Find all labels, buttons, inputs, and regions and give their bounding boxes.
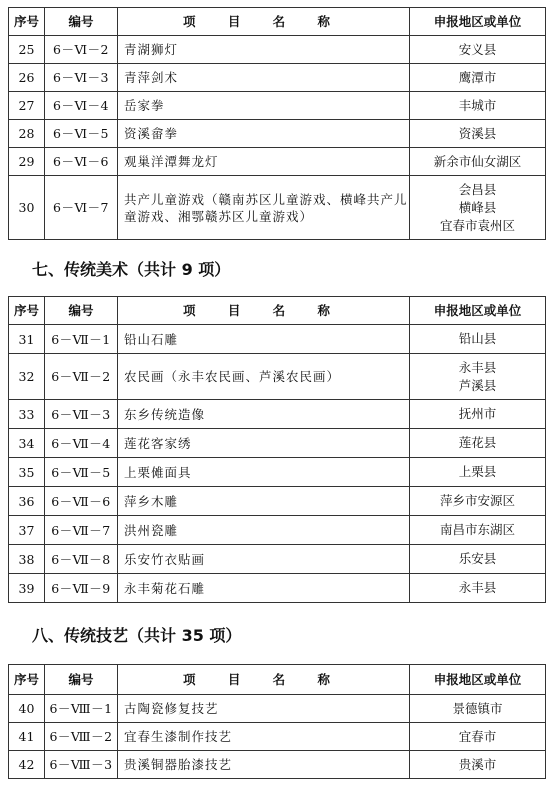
region-line: 铅山县 [458,331,497,346]
cell-code: 6－Ⅶ－7 [45,516,118,545]
cell-region [410,92,546,120]
header-region: 申报地区或单位 [410,665,546,695]
region-line: 横峰县 [458,199,497,215]
region-line: 宜春市 [458,728,497,744]
section-title-traditional-craft: 八、传统技艺（共计 35 项） [32,626,242,645]
region-line: 乐安县 [458,551,497,566]
cell-num: 38 [9,545,45,574]
cell-code: 6－Ⅵ－7 [45,176,118,240]
region-line: 鹰潭市 [458,69,497,85]
cell-region [410,695,546,723]
heritage-table-1 [8,7,546,240]
table-row [9,120,546,148]
cell-name: 萍乡木雕 [118,487,410,516]
region-line: 资溪县 [458,125,497,141]
region-line: 抚州市 [458,406,497,421]
region-line: 上栗县 [458,464,497,479]
table-row [9,176,546,240]
heritage-table-3 [8,664,546,779]
cell-region [410,751,546,779]
table-row [9,723,546,751]
region-line: 会昌县 [458,181,497,197]
cell-num: 31 [9,325,45,354]
cell-code: 6－Ⅷ－1 [45,695,118,723]
cell-num: 35 [9,458,45,487]
table-row [9,92,546,120]
cell-name: 永丰菊花石雕 [118,574,410,603]
cell-code: 6－Ⅶ－4 [45,429,118,458]
cell-name: 上栗傩面具 [118,458,410,487]
cell-name: 农民画（永丰农民画、芦溪农民画） [118,354,410,400]
cell-name: 宜春生漆制作技艺 [118,723,410,751]
cell-name: 洪州瓷雕 [118,516,410,545]
cell-num: 36 [9,487,45,516]
table-row [9,695,546,723]
cell-num: 42 [9,751,45,779]
cell-code: 6－Ⅵ－4 [45,92,118,120]
cell-num: 33 [9,400,45,429]
cell-code: 6－Ⅶ－5 [45,458,118,487]
region-line: 新余市仙女湖区 [433,153,522,169]
cell-code: 6－Ⅵ－6 [45,148,118,176]
region-line: 宜春市袁州区 [439,217,515,233]
table-row [9,751,546,779]
cell-name: 东乡传统造像 [118,400,410,429]
cell-region [410,325,546,354]
cell-code: 6－Ⅶ－2 [45,354,118,400]
cell-region [410,120,546,148]
cell-code: 6－Ⅵ－2 [45,36,118,64]
cell-name: 铅山石雕 [118,325,410,354]
region-line: 安义县 [458,41,497,57]
header-code: 编号 [45,665,118,695]
table-row [9,458,546,487]
header-region: 申报地区或单位 [410,297,546,325]
cell-num: 29 [9,148,45,176]
cell-code: 6－Ⅷ－3 [45,751,118,779]
table-row [9,325,546,354]
cell-region [410,723,546,751]
cell-code: 6－Ⅶ－9 [45,574,118,603]
table-row [9,400,546,429]
cell-name: 莲花客家绣 [118,429,410,458]
cell-name: 古陶瓷修复技艺 [118,695,410,723]
cell-region [410,354,546,400]
region-line: 莲花县 [458,435,497,450]
table-row [9,354,546,400]
cell-code: 6－Ⅶ－8 [45,545,118,574]
region-line: 萍乡市安源区 [439,493,515,508]
cell-code: 6－Ⅶ－1 [45,325,118,354]
table-row [9,516,546,545]
cell-num: 25 [9,36,45,64]
cell-num: 26 [9,64,45,92]
region-line: 永丰县 [458,580,497,595]
table-row [9,148,546,176]
region-line: 永丰县 [458,359,497,375]
section-title-traditional-art: 七、传统美术（共计 9 项） [32,260,231,279]
header-name: 项 目 名 称 [118,297,410,325]
cell-num: 28 [9,120,45,148]
cell-region [410,545,546,574]
cell-code: 6－Ⅵ－3 [45,64,118,92]
cell-num: 30 [9,176,45,240]
region-line: 芦溪县 [458,377,497,393]
header-name: 项 目 名 称 [118,665,410,695]
cell-name: 青萍剑术 [118,64,410,92]
table-row [9,429,546,458]
cell-num: 27 [9,92,45,120]
cell-num: 40 [9,695,45,723]
region-line: 丰城市 [458,97,497,113]
cell-region [410,574,546,603]
cell-region [410,487,546,516]
cell-region [410,429,546,458]
cell-region [410,36,546,64]
header-code: 编号 [45,297,118,325]
region-line: 景德镇市 [452,700,503,716]
cell-num: 41 [9,723,45,751]
cell-name: 观巢洋潭舞龙灯 [118,148,410,176]
cell-num: 39 [9,574,45,603]
cell-num: 34 [9,429,45,458]
region-line: 贵溪市 [458,756,497,772]
cell-name: 乐安竹衣贴画 [118,545,410,574]
cell-name: 岳家拳 [118,92,410,120]
table-row [9,487,546,516]
header-num: 序号 [9,8,45,36]
table-row [9,545,546,574]
cell-name: 贵溪铜器胎漆技艺 [118,751,410,779]
region-line: 南昌市东湖区 [439,522,515,537]
header-num: 序号 [9,297,45,325]
cell-region [410,176,546,240]
cell-code: 6－Ⅶ－3 [45,400,118,429]
cell-region [410,148,546,176]
cell-num: 32 [9,354,45,400]
heritage-table-2 [8,296,546,603]
cell-num: 37 [9,516,45,545]
table-row [9,574,546,603]
cell-name: 共产儿童游戏（赣南苏区儿童游戏、横峰共产儿童游戏、湘鄂赣苏区儿童游戏） [118,176,410,240]
header-name: 项 目 名 称 [118,8,410,36]
cell-code: 6－Ⅶ－6 [45,487,118,516]
table-row [9,64,546,92]
cell-region [410,64,546,92]
cell-region [410,458,546,487]
cell-region [410,516,546,545]
header-num: 序号 [9,665,45,695]
table-row [9,36,546,64]
header-region: 申报地区或单位 [410,8,546,36]
cell-code: 6－Ⅵ－5 [45,120,118,148]
cell-code: 6－Ⅷ－2 [45,723,118,751]
cell-name: 青湖狮灯 [118,36,410,64]
cell-name: 资溪畲拳 [118,120,410,148]
cell-region [410,400,546,429]
header-code: 编号 [45,8,118,36]
